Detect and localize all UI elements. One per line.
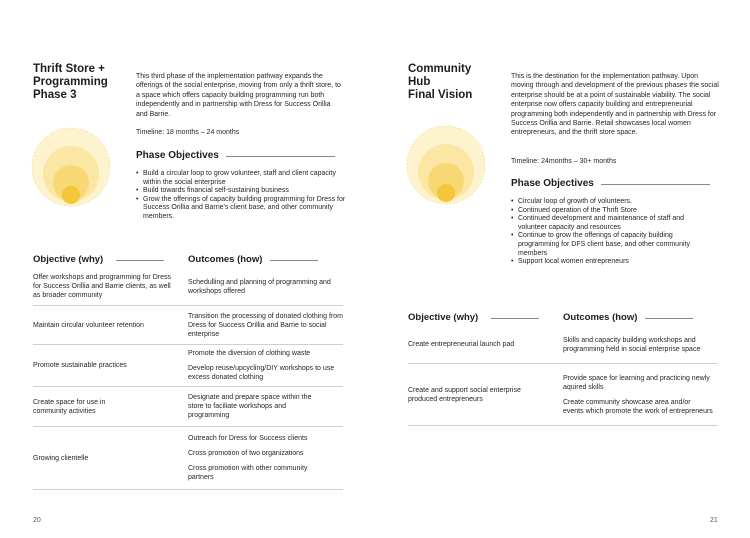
title-line: Thrift Store + (33, 63, 105, 75)
table-row (33, 345, 343, 387)
outcomes-cell (188, 268, 343, 305)
column-rule (491, 318, 539, 319)
table-row (408, 326, 718, 364)
objective-cell: Create space for use in community activities (33, 398, 106, 415)
objective-cell: Maintain circular volunteer retention (33, 321, 144, 329)
title-line: Phase 3 (33, 89, 77, 101)
page-number: 21 (710, 517, 718, 524)
concentric-circles-graphic (31, 127, 111, 207)
table-row (33, 387, 343, 427)
objective-column-header: Objective (why) (33, 254, 104, 265)
outcomes-cell (188, 306, 343, 344)
objective-column-header: Objective (why) (408, 312, 479, 323)
column-rule (270, 260, 318, 261)
phase-title (33, 63, 108, 102)
column-rule (116, 260, 164, 261)
objective-cell: Create entrepreneurial launch pad (408, 341, 515, 348)
title-line: Community (408, 63, 472, 75)
title-line: Programming (33, 76, 108, 88)
outcome-text: Cross promotion of two organizations (188, 450, 304, 457)
outcome-text: Outreach for Dress for Success clients (188, 435, 308, 442)
objective-cell: Promote sustainable practices (33, 362, 127, 369)
table-row (33, 268, 343, 306)
outcomes-cell (188, 427, 313, 489)
list-item: • Build towards financial self-sustaining business (136, 187, 346, 196)
phase-title (408, 63, 472, 102)
title-line: Final Vision (408, 89, 473, 101)
intro-paragraph: This third phase of the implementation pathway expands the offerings of the social enterprise, moving from only a thrift store, to a space which offers capacity building programming run both independently and in partnership with Dress for Success Orillia and Barrie. (136, 73, 341, 118)
objectives-list (511, 198, 691, 267)
intro-paragraph: This is the destination for the implementation pathway. Upon moving through and development of the previous phases the social enterprise should be at a point of sustainable viability. The social enterprise now offers capacity building and entrepreneurial programming both independently and in partnership with Dress for Success Orillia and Barrie. Retail showcases local women entrepreneurs, and the thrift store space. (511, 73, 719, 137)
list-item: • Circular loop of growth of volunteers. (511, 198, 691, 207)
column-rule (645, 318, 693, 319)
objective-cell: Offer workshops and programming for Dress for Success Orillia and Barrie clients, as well as broader community (33, 274, 171, 299)
timeline: Timeline: 18 months – 24 months (136, 129, 240, 136)
list-item: • Support local women entrepreneurs (511, 258, 691, 267)
outcomes-cell (563, 326, 718, 363)
phase-objectives-heading: Phase Objectives (511, 178, 594, 189)
outcome-text: Schedulling and planning of programming and workshops offered (188, 278, 331, 295)
circle-core (437, 184, 455, 202)
heading-rule (226, 156, 335, 157)
title-line: Hub (408, 76, 431, 88)
list-item: • Grow the offerings of capacity building programming for Dress for Success Orillia and Barrie's client base, and other community members. (136, 196, 346, 222)
outcome-text: Skills and capacity building workshops and programming held in social enterprise space (563, 336, 701, 353)
outcome-text: Cross promotion with other community partners (188, 465, 308, 481)
list-item: • Continued operation of the Thrift Store (511, 207, 691, 216)
objectives-table (408, 326, 718, 426)
outcome-text: Promote the diversion of clothing waste (188, 350, 311, 357)
outcomes-cell (563, 364, 713, 425)
heading-rule (601, 184, 710, 185)
page-number: 20 (33, 517, 41, 524)
phase-objectives-heading: Phase Objectives (136, 150, 219, 161)
outcome-text: Create community showcase area and/or events which promote the work of entrepreneurs (563, 398, 713, 415)
outcome-text: Provide space for learning and practicing newly aquired skills (563, 374, 710, 391)
list-item: • Continued development and maintenance of staff and volunteer capacity and resources (511, 215, 691, 232)
outcome-text: Designate and prepare space within the store to faciliate workshops and programming (188, 394, 312, 419)
outcome-text: Develop reuse/upcycling/DIY workshops to use excess donated clothing (188, 365, 335, 381)
page-right (375, 0, 750, 538)
objective-cell: Create and support social enterprise produced entrepreneurs (408, 386, 521, 403)
table-row (408, 364, 718, 426)
objectives-list (136, 170, 346, 222)
list-item: • Continue to grow the offerings of capacity building programming for DFS client base, and other community members (511, 232, 691, 258)
objectives-table (33, 268, 343, 490)
outcome-text: Transition the processing of donated clothing from Dress for Success Orillia and Barrie to social enterprise (188, 312, 343, 338)
outcomes-cell (188, 345, 343, 386)
table-row (33, 427, 343, 490)
outcomes-column-header: Outcomes (how) (188, 254, 263, 265)
concentric-circles-graphic (406, 125, 486, 205)
timeline: Timeline: 24months – 30+ months (511, 158, 617, 165)
list-item: • Build a circular loop to grow volunteer, staff and client capacity within the social enterprise (136, 170, 346, 187)
circle-core (62, 186, 80, 204)
table-row (33, 306, 343, 345)
objective-cell: Growing clientelle (33, 454, 89, 462)
outcomes-column-header: Outcomes (how) (563, 312, 638, 323)
outcomes-cell (188, 387, 328, 426)
